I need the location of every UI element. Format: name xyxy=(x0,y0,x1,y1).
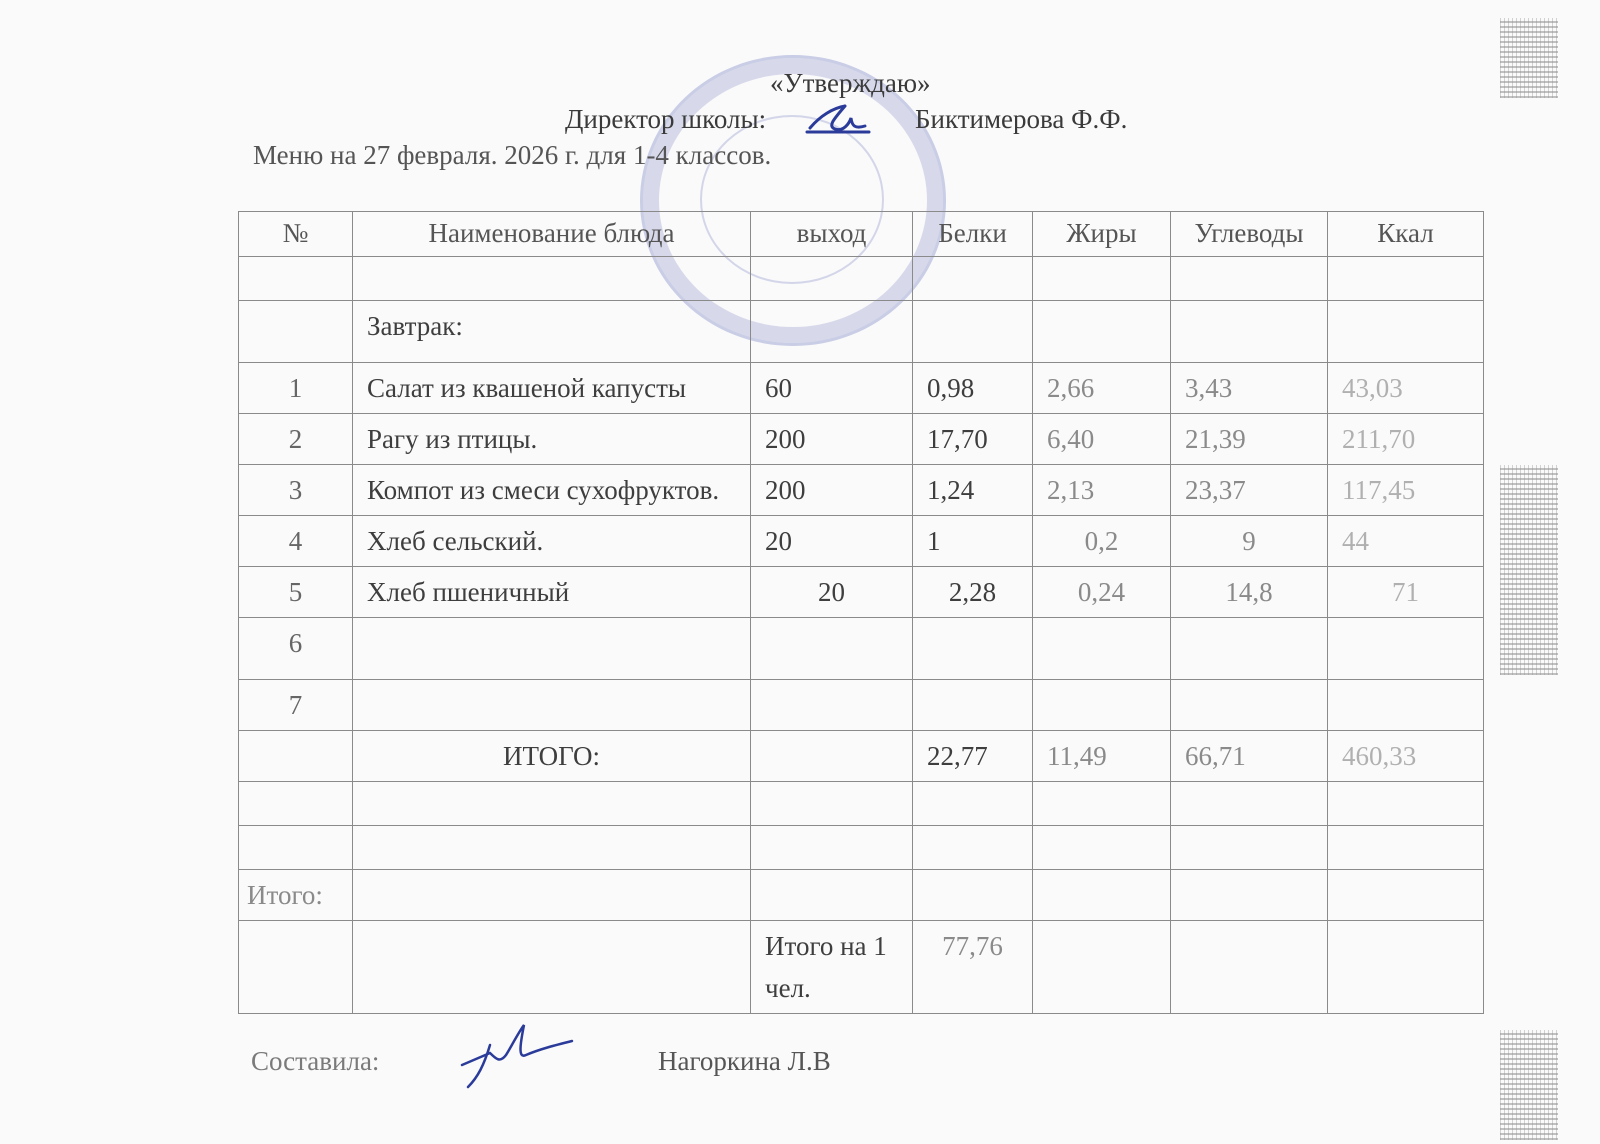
total-carbs: 66,71 xyxy=(1171,731,1328,782)
scan-edge-artifact xyxy=(1500,465,1558,675)
table-per-person-row xyxy=(239,921,1484,1014)
dish-kcal: 44 xyxy=(1328,516,1484,567)
dish-kcal: 43,03 xyxy=(1328,363,1484,414)
compiler-signature xyxy=(460,1015,580,1100)
header-fats: Жиры xyxy=(1033,212,1171,257)
dish-name xyxy=(353,618,751,680)
table-header-row xyxy=(239,212,1484,257)
header-proteins: Белки xyxy=(913,212,1033,257)
dish-output: 60 xyxy=(751,363,913,414)
dish-kcal: 117,45 xyxy=(1328,465,1484,516)
row-number: 1 xyxy=(239,363,353,414)
dish-fats: 0,24 xyxy=(1033,567,1171,618)
table-row xyxy=(239,363,1484,414)
dish-name xyxy=(353,680,751,731)
table-empty-row xyxy=(239,257,1484,301)
dish-fats: 0,2 xyxy=(1033,516,1171,567)
dish-kcal: 71 xyxy=(1328,567,1484,618)
table-empty-row xyxy=(239,826,1484,870)
dish-name: Рагу из птицы. xyxy=(353,414,751,465)
director-label: Директор школы: xyxy=(565,104,767,134)
dish-name: Хлеб сельский. xyxy=(353,516,751,567)
header-output: выход xyxy=(751,212,913,257)
total-label: ИТОГО: xyxy=(353,731,751,782)
row-number: 4 xyxy=(239,516,353,567)
table-itogo-row xyxy=(239,870,1484,921)
row-number: 2 xyxy=(239,414,353,465)
row-number: 3 xyxy=(239,465,353,516)
table-row xyxy=(239,516,1484,567)
dish-proteins: 17,70 xyxy=(913,414,1033,465)
dish-fats: 6,40 xyxy=(1033,414,1171,465)
dish-carbs: 9 xyxy=(1171,516,1328,567)
director-signature xyxy=(805,96,875,141)
header-kcal: Ккал xyxy=(1328,212,1484,257)
menu-title: Меню на 27 февраля. 2026 г. для 1-4 классов. xyxy=(253,140,772,170)
scan-edge-artifact xyxy=(1500,18,1558,98)
dish-output: 200 xyxy=(751,465,913,516)
dish-proteins: 2,28 xyxy=(913,567,1033,618)
dish-kcal: 211,70 xyxy=(1328,414,1484,465)
table-row xyxy=(239,567,1484,618)
dish-carbs: 21,39 xyxy=(1171,414,1328,465)
header-number: № xyxy=(239,212,353,257)
per-person-label: Итого на 1 чел. xyxy=(751,921,913,1014)
header-dish-name: Наименование блюда xyxy=(353,212,751,257)
dish-name: Компот из смеси сухофруктов. xyxy=(353,465,751,516)
per-person-value: 77,76 xyxy=(913,921,1033,1014)
section-label: Завтрак: xyxy=(353,301,751,363)
menu-table xyxy=(238,211,1484,1014)
header-carbs: Углеводы xyxy=(1171,212,1328,257)
dish-carbs: 23,37 xyxy=(1171,465,1328,516)
approval-heading: «Утверждаю» xyxy=(770,68,931,98)
table-row xyxy=(239,414,1484,465)
dish-fats: 2,66 xyxy=(1033,363,1171,414)
table-total-row xyxy=(239,731,1484,782)
row-number: 5 xyxy=(239,567,353,618)
dish-name: Салат из квашеной капусты xyxy=(353,363,751,414)
dish-carbs: 14,8 xyxy=(1171,567,1328,618)
dish-proteins: 1,24 xyxy=(913,465,1033,516)
row-number: 6 xyxy=(239,618,353,680)
dish-output: 200 xyxy=(751,414,913,465)
itogo-label: Итого: xyxy=(239,870,353,921)
dish-fats: 2,13 xyxy=(1033,465,1171,516)
dish-name: Хлеб пшеничный xyxy=(353,567,751,618)
scan-edge-artifact xyxy=(1500,1030,1558,1140)
total-proteins: 22,77 xyxy=(913,731,1033,782)
dish-output: 20 xyxy=(751,516,913,567)
dish-proteins: 0,98 xyxy=(913,363,1033,414)
total-kcal: 460,33 xyxy=(1328,731,1484,782)
table-row xyxy=(239,680,1484,731)
dish-carbs: 3,43 xyxy=(1171,363,1328,414)
table-row xyxy=(239,465,1484,516)
row-number: 7 xyxy=(239,680,353,731)
dish-output: 20 xyxy=(751,567,913,618)
dish-proteins: 1 xyxy=(913,516,1033,567)
table-section-row xyxy=(239,301,1484,363)
director-name: Биктимерова Ф.Ф. xyxy=(915,104,1128,134)
table-row xyxy=(239,618,1484,680)
table-empty-row xyxy=(239,782,1484,826)
total-fats: 11,49 xyxy=(1033,731,1171,782)
compiler-label: Составила: xyxy=(251,1046,380,1076)
compiler-name: Нагоркина Л.В xyxy=(658,1046,831,1076)
